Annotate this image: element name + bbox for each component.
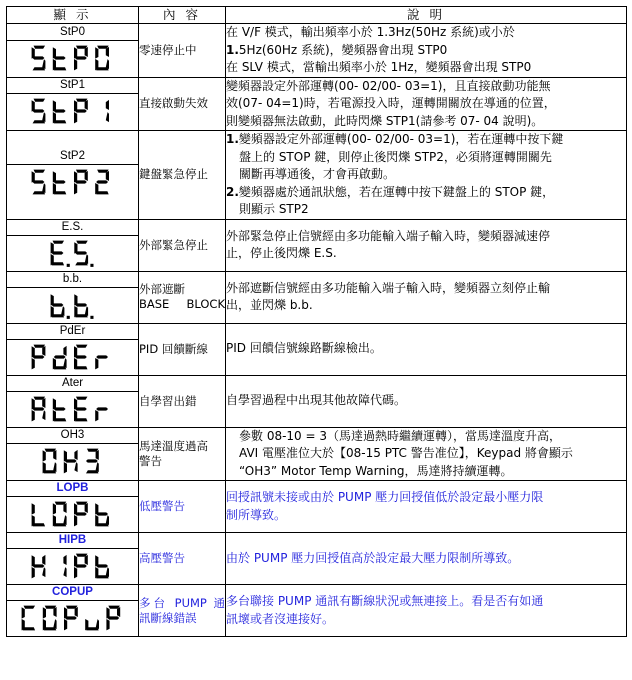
fault-code-label: StP0 (7, 25, 138, 41)
content-cell (139, 323, 226, 375)
description-line: AVI 電壓准位大於【08-15 PTC 警告准位】，Keypad 將會顯示 (239, 446, 573, 460)
display-cell (7, 585, 139, 637)
content-line: BASE BLOCK (139, 297, 225, 311)
content-cell (139, 219, 226, 271)
table-row (7, 271, 627, 323)
display-cell (7, 271, 139, 323)
table-header-row (7, 7, 627, 24)
content-cell (139, 585, 226, 637)
description-line: 訊壞或者沒連接好。 (226, 611, 335, 626)
content-line: 馬達溫度過高 (139, 438, 208, 453)
content-cell (139, 375, 226, 427)
content-line: 零速停止中 (139, 42, 197, 57)
table-row (7, 585, 627, 637)
description-line: 關斷再導通後，才會再啟動。 (239, 167, 396, 181)
seven-segment-icon (30, 168, 115, 196)
table-row (7, 24, 627, 78)
table-body (7, 24, 627, 637)
description-cell (226, 219, 627, 271)
content-cell (139, 77, 226, 131)
fault-code-label: b.b. (7, 272, 138, 288)
description-line: 外部緊急停止信號經由多功能輸入端子輸入時，變頻器減速停 (226, 228, 551, 243)
fault-code-label: HIPB (7, 533, 138, 549)
seven-segment-icon (49, 291, 96, 319)
content-cell (139, 481, 226, 533)
description-cell (226, 323, 627, 375)
content-line: 警告 (139, 453, 162, 468)
content-line: 外部緊急停止 (139, 237, 208, 252)
display-cell (7, 219, 139, 271)
description-line: 1.變頻器設定外部運轉(00- 02/00- 03=1)，若在運轉中按下鍵 (226, 132, 564, 146)
seven-segment-display (7, 549, 138, 584)
seven-segment-icon (41, 447, 105, 475)
fault-code-label: Ater (7, 376, 138, 392)
table-row (7, 219, 627, 271)
description-line: 效(07- 04=1)時，若電源投入時，運轉開關放在導通的位置， (226, 96, 556, 110)
seven-segment-display (7, 444, 138, 479)
content-cell (139, 533, 226, 585)
seven-segment-display (7, 288, 138, 323)
description-line: 制所導致。 (226, 507, 287, 522)
content-line: PID 回饋斷線 (139, 341, 208, 356)
content-cell (139, 24, 226, 78)
seven-segment-display (7, 41, 138, 76)
display-cell (7, 481, 139, 533)
column-header-description: 說 明 (226, 7, 627, 24)
column-header-content: 內 容 (139, 7, 226, 24)
fault-code-label: COPUP (7, 585, 138, 601)
seven-segment-display (7, 94, 138, 129)
table-row (7, 427, 627, 481)
description-line: 在 SLV 模式，當輸出頻率小於 1Hz，變頻器會出現 STP0 (226, 60, 532, 74)
seven-segment-icon (30, 552, 115, 580)
display-cell (7, 533, 139, 585)
display-cell (7, 375, 139, 427)
content-line: 訊斷線錯誤 (139, 610, 197, 625)
description-cell (226, 481, 627, 533)
fault-code-label: LOPB (7, 481, 138, 497)
seven-segment-display (7, 236, 138, 271)
content-line: 低壓警告 (139, 499, 185, 513)
table-row (7, 375, 627, 427)
description-line: 回授訊號未接或由於 PUMP 壓力回授值低於設定最小壓力限 (226, 490, 544, 504)
fault-code-label: E.S. (7, 220, 138, 236)
table-row (7, 481, 627, 533)
description-line: 參數 08-10 = 3（馬達過熱時繼續運轉），當馬達溫度升高， (239, 428, 562, 443)
description-cell (226, 131, 627, 220)
description-line: 出，並閃爍 b.b. (226, 298, 313, 312)
seven-segment-icon (20, 604, 126, 632)
fault-code-label: StP1 (7, 78, 138, 94)
description-line: 1.5Hz(60Hz 系統)，變頻器會出現 STP0 (226, 42, 448, 57)
seven-segment-display (7, 392, 138, 427)
table-row (7, 131, 627, 220)
content-line: 高壓警告 (139, 551, 185, 565)
description-line: 變頻器設定外部運轉(00- 02/00- 03=1)，且直接啟動功能無 (226, 78, 551, 93)
display-cell (7, 77, 139, 131)
display-cell (7, 427, 139, 481)
table-header (7, 7, 627, 24)
description-line: “OH3” Motor Temp Warning，馬達將持續運轉。 (239, 463, 513, 478)
description-line: 自學習過程中出現其他故障代碼。 (226, 393, 407, 408)
seven-segment-display (7, 497, 138, 532)
display-cell (7, 131, 139, 220)
description-line: PID 回饋信號線路斷線檢出。 (226, 341, 382, 356)
description-cell (226, 271, 627, 323)
seven-segment-icon (30, 343, 115, 371)
table-row (7, 533, 627, 585)
description-line: 外部遮斷信號經由多功能輸入端子輸入時，變頻器立刻停止輸 (226, 280, 551, 295)
display-cell (7, 24, 139, 78)
table-row (7, 77, 627, 131)
seven-segment-icon (30, 500, 115, 528)
seven-segment-icon (30, 44, 115, 72)
description-cell (226, 24, 627, 78)
content-line: 直接啟動失效 (139, 96, 208, 111)
table-row (7, 323, 627, 375)
description-cell (226, 375, 627, 427)
column-header-display: 顯 示 (7, 7, 139, 24)
description-line: 在 V/F 模式，輸出頻率小於 1.3Hz(50Hz 系統)或小於 (226, 25, 515, 39)
seven-segment-display (7, 340, 138, 375)
content-cell (139, 131, 226, 220)
content-line: 多台 PUMP 通 (139, 595, 225, 610)
seven-segment-icon (30, 395, 115, 423)
description-cell (226, 77, 627, 131)
content-cell (139, 427, 226, 481)
seven-segment-icon (30, 97, 115, 125)
fault-code-table (6, 6, 627, 637)
description-cell (226, 427, 627, 481)
description-cell (226, 585, 627, 637)
fault-code-label: PdEr (7, 324, 138, 340)
description-line: 由於 PUMP 壓力回授值高於設定最大壓力限制所導致。 (226, 550, 520, 565)
description-line: 則顯示 STP2 (239, 202, 309, 216)
content-line: 外部遮斷 (139, 282, 185, 296)
seven-segment-display (7, 601, 138, 636)
description-cell (226, 533, 627, 585)
description-line: 盤上的 STOP 鍵，則停止後閃爍 STP2，必須將運轉開關先 (239, 149, 552, 164)
description-line: 止，停止後閃爍 E.S. (226, 246, 337, 260)
fault-code-label: StP2 (7, 149, 138, 165)
description-line: 2.變頻器處於通訊狀態，若在運轉中按下鍵盤上的 STOP 鍵， (226, 184, 555, 199)
display-cell (7, 323, 139, 375)
content-cell (139, 271, 226, 323)
description-line: 多台聯接 PUMP 通訊有斷線狀況或無連接上。看是否有如通 (226, 594, 544, 608)
seven-segment-icon (49, 239, 96, 267)
content-line: 自學習出錯 (139, 393, 197, 408)
seven-segment-display (7, 165, 138, 200)
fault-code-label: OH3 (7, 428, 138, 444)
description-line: 則變頻器無法啟動，此時閃爍 STP1(請參考 07- 04 說明)。 (226, 113, 544, 128)
content-line: 鍵盤緊急停止 (139, 167, 208, 182)
